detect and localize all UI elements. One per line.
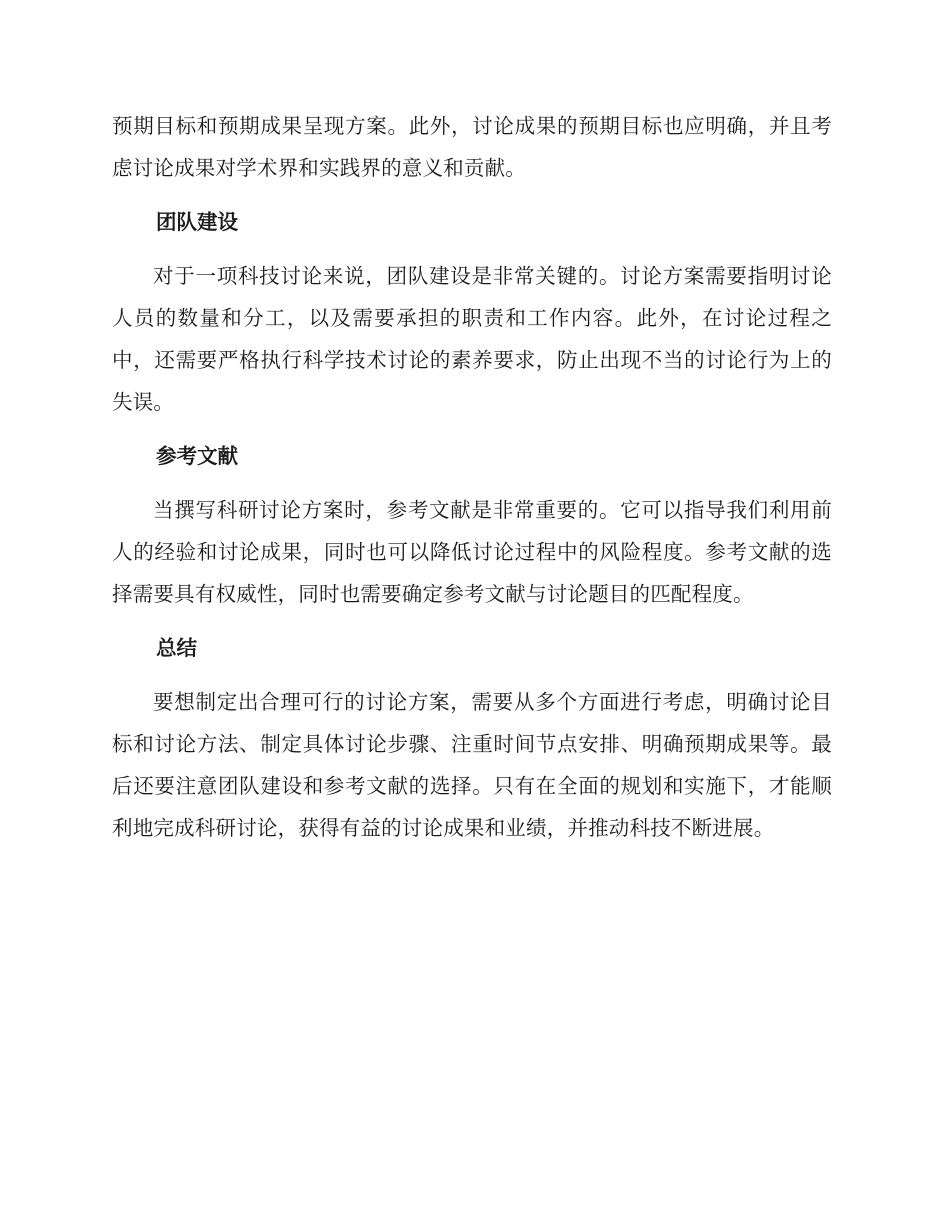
section-heading-team: 团队建设 xyxy=(156,210,238,234)
section-heading-summary: 总结 xyxy=(156,636,197,660)
section-body-references: 当撰写科研讨论方案时，参考文献是非常重要的。它可以指导我们利用前人的经验和讨论成果，同时也可以降低讨论过程中的风险程度。参考文献的选择需要具有权威性，同时也需要确定参考文献与讨论题目的匹配程度。 xyxy=(112,498,832,606)
section-body-team: 对于一项科技讨论来说，团队建设是非常关键的。讨论方案需要指明讨论人员的数量和分工，以及需要承担的职责和工作内容。此外，在讨论过程之中，还需要严格执行科学技术讨论的素养要求，防止出现不当的讨论行为上的失误。 xyxy=(112,264,832,414)
section-heading-references: 参考文献 xyxy=(156,444,238,468)
intro-paragraph: 预期目标和预期成果呈现方案。此外，讨论成果的预期目标也应明确，并且考虑讨论成果对学术界和实践界的意义和贡献。 xyxy=(112,114,832,180)
document-page xyxy=(112,105,832,849)
section-body-summary: 要想制定出合理可行的讨论方案，需要从多个方面进行考虑，明确讨论目标和讨论方法、制定具体讨论步骤、注重时间节点安排、明确预期成果等。最后还要注意团队建设和参考文献的选择。只有在全面的规划和实施下，才能顺利地完成科研讨论，获得有益的讨论成果和业绩，并推动科技不断进展。 xyxy=(112,690,832,840)
